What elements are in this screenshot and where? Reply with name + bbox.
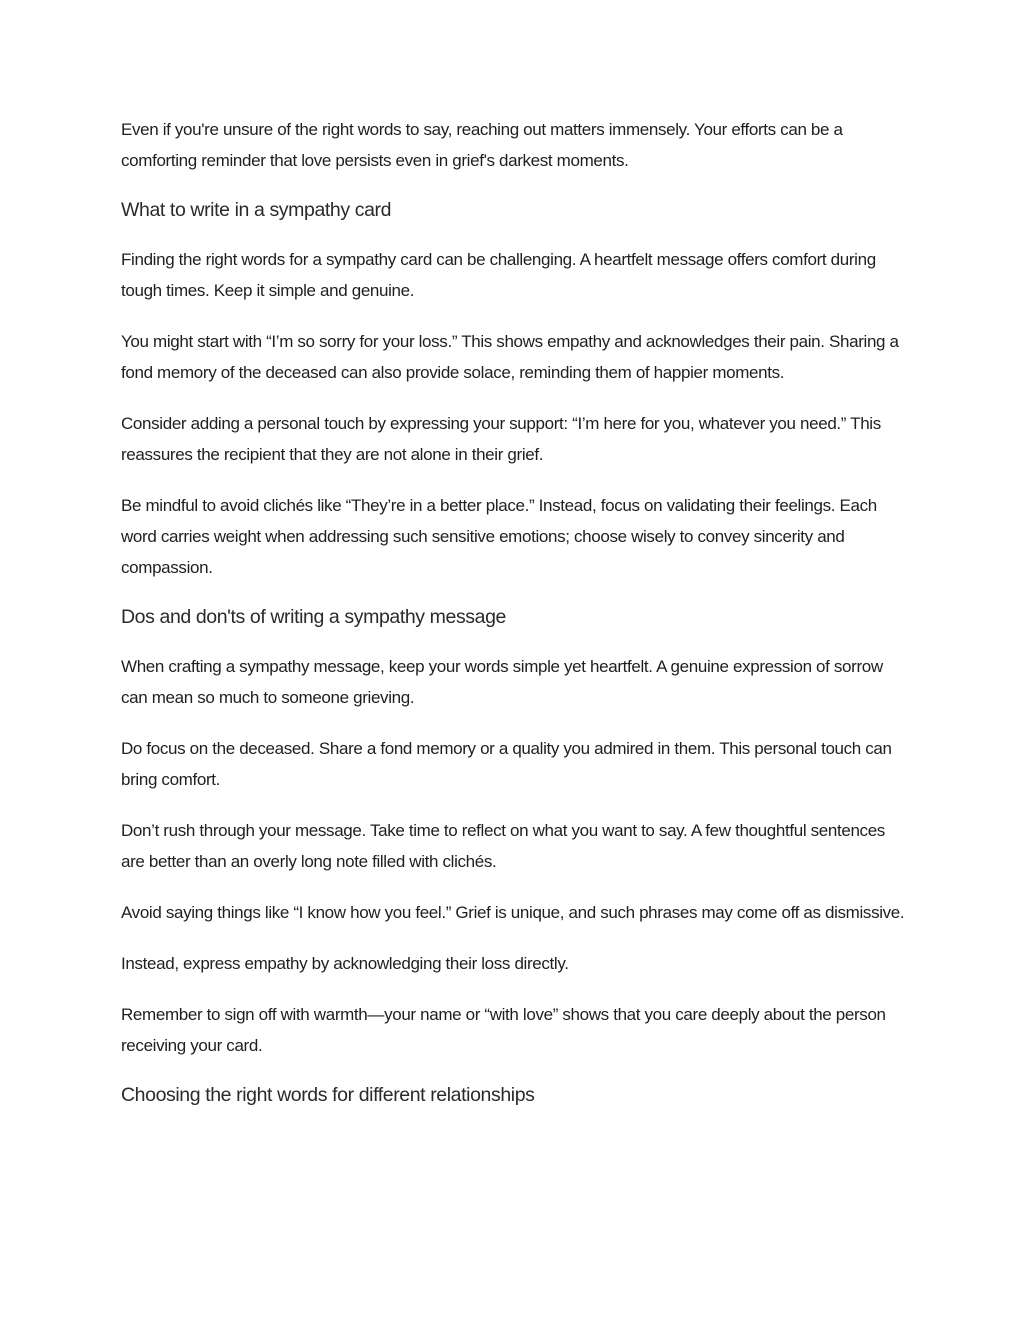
heading-what-to-write: What to write in a sympathy card [121, 199, 392, 221]
paragraph-dont-rush: Don’t rush through your message. Take time to reflect on what you want to say. A few thoughtful sentences are better than an overly long note filled with clichés. [121, 821, 885, 871]
paragraph-reaching-out: Even if you're unsure of the right words to say, reaching out matters immensely. Your efforts can be a comforting reminder that love persists even in grief's darkest moments. [121, 120, 843, 170]
heading-different-relationships: Choosing the right words for different relationships [121, 1084, 535, 1106]
document-page [121, 114, 907, 1129]
paragraph-sign-off: Remember to sign off with warmth—your name or “with love” shows that you care deeply about the person receiving your card. [121, 1005, 886, 1055]
paragraph-focus-deceased: Do focus on the deceased. Share a fond memory or a quality you admired in them. This personal touch can bring comfort. [121, 739, 892, 789]
paragraph-start-with: You might start with “I’m so sorry for your loss.” This shows empathy and acknowledges their pain. Sharing a fond memory of the deceased can also provide solace, reminding them of happier moments. [121, 332, 899, 382]
paragraph-avoid-saying: Avoid saying things like “I know how you feel.” Grief is unique, and such phrases may come off as dismissive. [121, 903, 905, 922]
heading-dos-and-donts: Dos and don'ts of writing a sympathy message [121, 606, 506, 628]
paragraph-finding-words: Finding the right words for a sympathy card can be challenging. A heartfelt message offers comfort during tough times. Keep it simple and genuine. [121, 250, 876, 300]
paragraph-express-empathy: Instead, express empathy by acknowledging their loss directly. [121, 954, 569, 973]
paragraph-avoid-cliches: Be mindful to avoid clichés like “They’re in a better place.” Instead, focus on validating their feelings. Each word carries weight when addressing such sensitive emotions; choose wisely to convey sincerity and compassion. [121, 496, 877, 577]
paragraph-crafting-message: When crafting a sympathy message, keep your words simple yet heartfelt. A genuine expression of sorrow can mean so much to someone grieving. [121, 657, 883, 707]
paragraph-personal-touch: Consider adding a personal touch by expressing your support: “I’m here for you, whatever you need.” This reassures the recipient that they are not alone in their grief. [121, 414, 881, 464]
